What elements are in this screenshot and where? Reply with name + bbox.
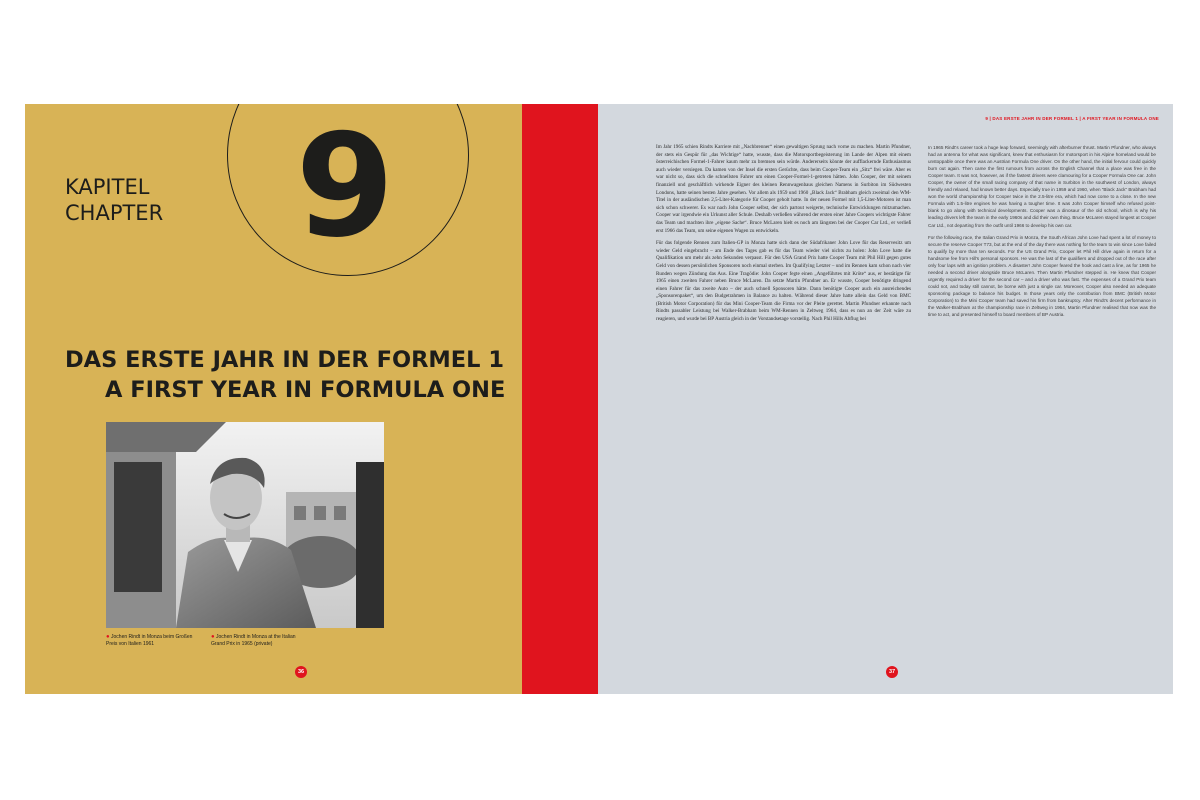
red-band: [522, 104, 598, 694]
german-text-column: [656, 144, 911, 689]
chapter-title: [65, 345, 515, 405]
caption-en: [211, 634, 306, 647]
bullet-icon: ●: [211, 634, 215, 640]
german-paragraph-2: Für das folgende Rennen zum Italien-GP in Monza hatte sich dann der Südafrikaner John Love für das Reservesitz um wieder Geld eingebracht – am Ende des Tages gab es für das Team wieder viel nichts zu holen: John Love hatte die Qualifikation um mehr als zehn Sekunden verpasst. Für den USA Grand Prix hatte Cooper Team mit Phil Hill gegen gutes Geld von dessen persönlichen Sponsoren noch einmal sterben. Im Qualifying Letzter – und im Rennen kam schon nach vier Runden wegen Zündung das Aus. Eine Tragödie: John Cooper fegte einen „Angeführtes mit Kröte“ aus, er bestätigte für 1965 einen zweiten Fahrer neben Bruce McLaren. Da setzte Martin Pfundner an. Er wusste, Cooper benötigte dringend einen Fahrer für das zweite Auto – der auch schnell Sponsoren hätte. Dann benötigte Cooper auch ein ausreichendes „Sponsorenpaket“, um den Budgetrahmen in Balance zu halten. Während dieser Jahre hatte allein das Geld von BMC (British Motor Corporation) für das Mini Cooper-Team die Firma vor der Pleite gerettet. Martin Pfundner erkannte nach Rindts passabler Leistung bei Walker-Brabham beim WM-Rennen in Zeltweg 1964, dass es nun an der Zeit wäre zu reagieren, und wurde bei BP Austria gleich in der Vorstandsetage vorstellig. Nach Phil Hills Abflug bei: [656, 240, 911, 323]
page-number-right: 37: [886, 666, 898, 678]
chapter-label: [65, 174, 163, 226]
running-head: 9 | DAS ERSTE JAHR IN DER FORMEL 1 | A FIRST YEAR IN FORMULA ONE: [985, 116, 1159, 121]
chapter-title-en: A FIRST YEAR IN FORMULA ONE: [105, 377, 506, 403]
caption-de-text: Jochen Rindt in Monza beim Großen Preis von Italien 1961: [106, 634, 193, 647]
page-number-left: 36: [295, 666, 307, 678]
photo-image: [106, 422, 384, 628]
english-paragraph-1: In 1965 Rindt's career took a huge leap forward, seemingly with afterburner thrust. Martin Pfundner, who always had an antenna for what was significant, knew that enthusiasm for motorsport in his Alpine homeland would be unstoppable once there was an Austrian Formula One driver. On the other hand, the initial fervour could quickly burn out again. Then came the first rumours from across the English Channel that a place was free in the Cooper team. It was not, however, as if the fastest drivers were clamouring for a Cooper Formula One car. John Cooper, the owner of the small racing company of that name in Surbiton in the southwest of London, always friendly and relaxed, had known better days. Especially true in 1959 and 1960, when “Black Jack” Brabham had won the world championship for Cooper twice in the 2.5-litre era, which had now come to a close. In the new Formula with 1.5-litre engines he was having a tougher time. It was John Cooper himself who refused point-blank to go along with technical developments. Cooper was a dinosaur of the old school, which is why his leading drivers left the team in the early 1960s and did their own thing. Bruce McLaren stayed longest at Cooper Car Ltd., not departing from the outfit until 1966 to develop his own car.: [928, 145, 1156, 228]
bullet-icon: ●: [106, 634, 110, 640]
right-page: [598, 104, 1173, 694]
german-paragraph-1: Im Jahr 1965 schien Rindts Karriere mit „Nachbrenner“ einen gewaltigen Sprung nach vorne zu machen. Martin Pfundner, der stets ein Gespür für „das Wichtige“ hatte, wusste, dass die Motorsportbegeisterung im Lande der Alpen mit einem österreichischen Formel-1-Fahrer kaum mehr zu bremsen sein würde. Andererseits könnte der aufflackernde Enthusiasmus auch wieder versiegen. Da kamen von der Insel die ersten Gerüchte, dass beim Cooper-Team ein „Sitz“ frei wäre. Aber es war nicht so, dass sich die schnellsten Fahrer um einen Cooper-Formel-1-getreten hätten. John Cooper, der mit seinem finanziell und geschäftlich wirkende Eigner des kleinen Rennwagenbaus gleichen Namens in Surbiton im Südwesten Londons, hatte seinen besten Jahre gesehen. Vor allem als 1959 und 1960 „Black Jack“ Brabham gleich zweimal den WM-Titel in der ausländischen 2,5-Liter-Kategorie für Cooper geholt hatte. In der neuen Formel mit 1,5-Liter-Motoren ist man sich schon schwerer. Es war nach John Cooper selbst, der sich partout weigerte, technische Entwicklungen mitzumachen. Cooper war irgendwie ein Urkunst aller Schule. Deshalb verließen während der ersten einer Jahre Coopers wichtigste Fahrer das Team und machten ihre „eigene Sache“. Bruce McLaren hielt es noch am längsten bei der Cooper Car Ltd., er verließ erst 1966 das Team, um seine eigenen Wagen zu entwickeln.: [656, 144, 911, 234]
caption-de: [106, 634, 201, 647]
photo-jochen-rindt: [106, 422, 384, 628]
chapter-label-en: CHAPTER: [65, 201, 164, 225]
english-paragraph-2: For the following race, the Italian Grand Prix in Monza, the South African John Love had spent a lot of money to secure the reserve Cooper T73, but at the end of the day there was nothing for the team to win since Love failed to qualify by more than ten seconds. For the US Grand Prix, Cooper let Phil Hill drive again in return for a handsome fee from Hill's personal sponsors. He was the last of the qualifiers and dropped out of the race after only four laps with an ignition problem. A disaster! John Cooper feared the hook and cast a line, as for 1965 he needed a second driver alongside Bruce McLaren. Then Martin Pfundner stepped in. He knew that Cooper urgently required a driver for the second car – and a driver who was fast. The expenses of a Grand Prix team could not, and today still cannot, be borne with just a single car. Moreover, Cooper also needed an adequate sponsoring package to balance his budget. In those years only the contribution from BMC (British Motor Corporation) to the Mini Cooper team had saved his firm from bankruptcy. After Rindt's decent performance in the Walker-Brabham at the championship race in Zeltweg in 1964, Martin Pfundner realised that now was the time to act, and presented himself to board members of BP Austria.: [928, 234, 1156, 318]
book-spread: [25, 104, 1173, 694]
chapter-label-de: KAPITEL: [65, 175, 150, 199]
english-text-column: [928, 144, 1156, 684]
left-page: [25, 104, 522, 694]
chapter-title-de: DAS ERSTE JAHR IN DER FORMEL 1: [65, 347, 505, 373]
caption-en-text: Jochen Rindt in Monza at the Italian Grand Prix in 1965 (private): [211, 634, 296, 647]
chapter-number: 9: [295, 104, 395, 269]
